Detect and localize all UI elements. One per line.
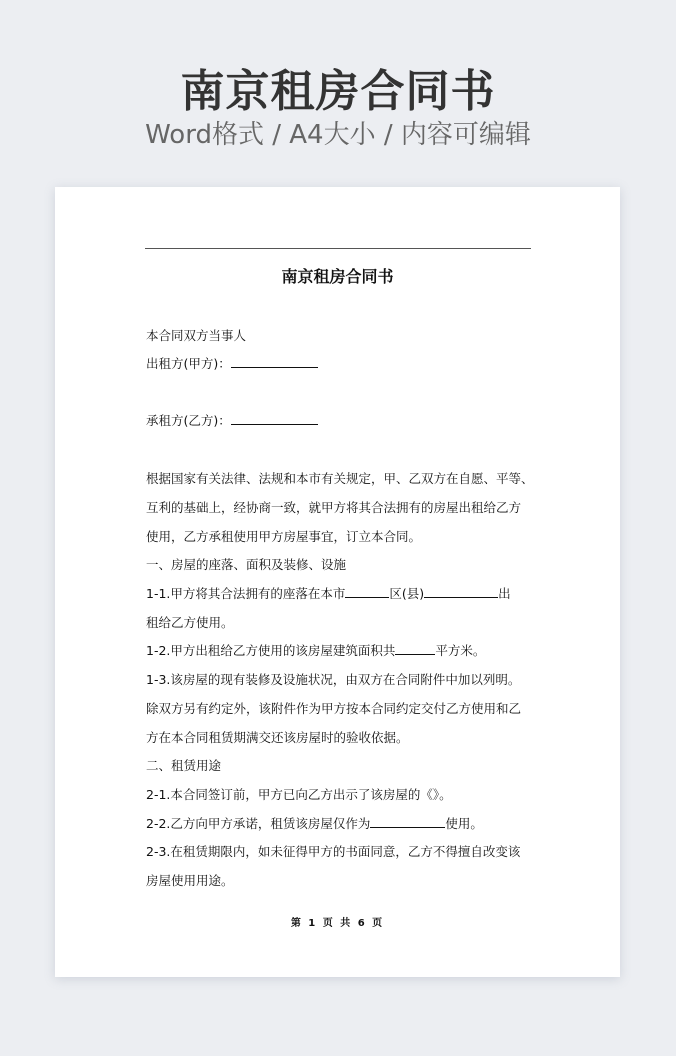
section2-heading: 二、租赁用途 bbox=[146, 758, 222, 773]
clause-1-3: 除双方另有约定外，该附件作为甲方按本合同约定交付乙方使用和乙 bbox=[146, 701, 522, 716]
lessee-blank[interactable] bbox=[231, 412, 318, 425]
clause-1-1-cont: 租给乙方使用。 bbox=[146, 615, 234, 630]
clause-1-1 bbox=[146, 584, 511, 602]
lessor-blank[interactable] bbox=[231, 355, 318, 368]
clause-2-3: 房屋使用用途。 bbox=[146, 873, 234, 888]
lessor-line bbox=[146, 354, 318, 372]
lessee-label: 承租方(乙方)： bbox=[146, 413, 231, 428]
district-blank[interactable] bbox=[345, 585, 389, 598]
clause-text: 2-2.乙方向甲方承诺，租赁该房屋仅作为 bbox=[146, 816, 371, 831]
clause-2-1: 2-1.本合同签订前，甲方已向乙方出示了该房屋的《》。 bbox=[146, 787, 452, 802]
lessor-label: 出租方(甲方)： bbox=[146, 356, 231, 371]
location-blank[interactable] bbox=[424, 585, 498, 598]
clause-text: 区(县) bbox=[389, 586, 425, 601]
clause-1-3: 1-3.该房屋的现有装修及设施状况，由双方在合同附件中加以列明。 bbox=[146, 672, 521, 687]
clause-2-2 bbox=[146, 814, 483, 832]
area-blank[interactable] bbox=[395, 642, 435, 655]
clause-text: 平方米。 bbox=[435, 643, 486, 658]
page-footer: 第 1 页 共 6 页 bbox=[290, 918, 385, 929]
clause-text: 1-1.甲方将其合法拥有的座落在本市 bbox=[146, 586, 346, 601]
clause-text: 出 bbox=[498, 586, 511, 601]
document-page bbox=[55, 187, 620, 977]
section1-heading: 一、房屋的座落、面积及装修、设施 bbox=[146, 557, 347, 572]
preamble-line: 使用，乙方承租使用甲方房屋事宜，订立本合同。 bbox=[146, 529, 422, 544]
clause-text: 1-2.甲方出租给乙方使用的该房屋建筑面积共 bbox=[146, 643, 396, 658]
clause-2-3: 2-3.在租赁期限内，如未征得甲方的书面同意，乙方不得擅自改变该 bbox=[146, 844, 521, 859]
hero-title: 南京租房合同书 bbox=[180, 66, 496, 117]
preamble-line: 互利的基础上，经协商一致，就甲方将其合法拥有的房屋出租给乙方 bbox=[146, 500, 522, 515]
header-rule bbox=[145, 248, 531, 249]
document-title: 南京租房合同书 bbox=[281, 267, 394, 286]
hero-subtitle: Word格式 / A4大小 / 内容可编辑 bbox=[145, 120, 531, 150]
usage-blank[interactable] bbox=[370, 815, 445, 828]
parties-heading: 本合同双方当事人 bbox=[146, 328, 247, 343]
preamble-line: 根据国家有关法律、法规和本市有关规定，甲、乙双方在自愿、平等、 bbox=[146, 471, 534, 486]
clause-text: 使用。 bbox=[445, 816, 483, 831]
clause-1-3: 方在本合同租赁期满交还该房屋时的验收依据。 bbox=[146, 730, 409, 745]
lessee-line bbox=[146, 411, 318, 429]
clause-1-2 bbox=[146, 641, 485, 659]
